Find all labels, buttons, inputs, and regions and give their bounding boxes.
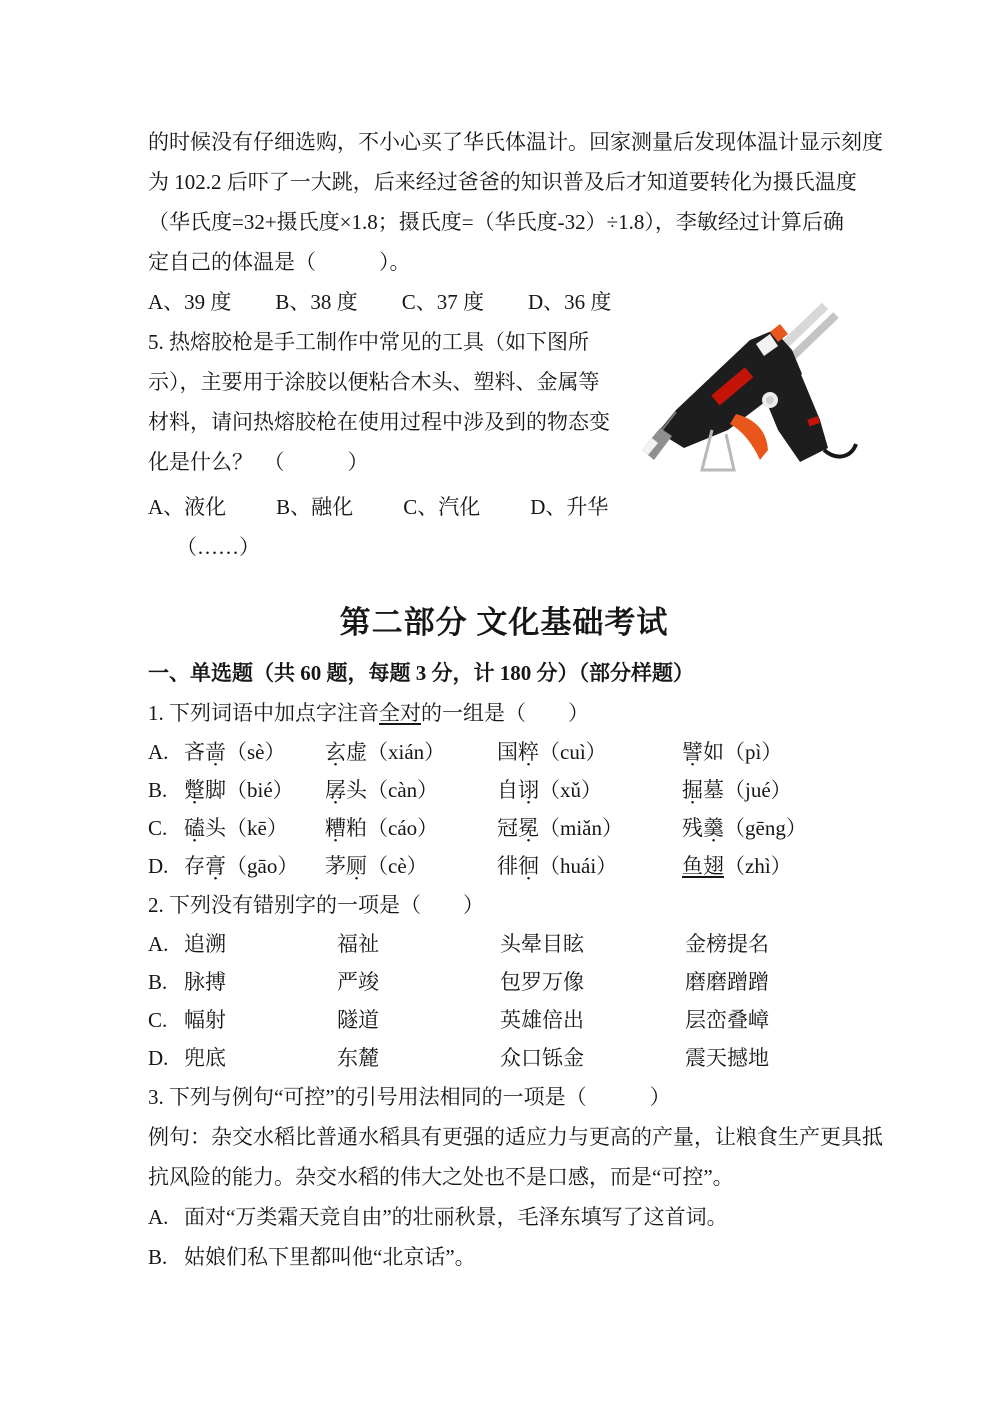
vocab-item [682, 771, 792, 809]
option-item: A、液化 [148, 495, 227, 519]
vocab-item [497, 847, 682, 885]
question-5-options [148, 487, 860, 527]
option-item: D、36 度 [527, 290, 612, 314]
option-item: B、38 度 [275, 290, 358, 314]
text-segment: 冠 [497, 816, 518, 840]
text-segment: 墓 [703, 778, 724, 802]
text-segment: （miǎn） [539, 816, 623, 840]
vocab-option-row [148, 847, 860, 885]
vocab-item: 包罗万像 [500, 970, 584, 994]
page-content [148, 122, 883, 1277]
question-2-stem: 2. 下列没有错别字的一项是（ ） [148, 893, 484, 917]
text-line: 材料，请问热熔胶枪在使用过程中涉及到的物态变 [148, 410, 610, 434]
power-cord [824, 444, 856, 457]
dotted-char: 磕 [184, 816, 205, 840]
vocab-item: 幅射 [184, 1008, 226, 1032]
text-segment: 如 [703, 740, 724, 764]
vocab-item: 福祉 [337, 932, 379, 956]
text-segment: （cuì） [539, 740, 607, 764]
question-3-options [148, 1197, 860, 1277]
vocab-item [497, 771, 682, 809]
text-segment: （cè） [367, 854, 428, 878]
question-2-rows [148, 925, 860, 1077]
vocab-item [184, 809, 325, 847]
text-segment: （pì） [724, 740, 783, 764]
underlined-text: 鱼翅 [682, 854, 724, 878]
question-1-stem [148, 693, 860, 733]
dotted-char: 膏 [205, 854, 226, 878]
text-line: 的时候没有仔细选购，不小心买了华氏体温计。回家测量后发现体温计显示刻度 [148, 130, 883, 154]
sentence-option-row [148, 1237, 860, 1277]
vocab-item: 严竣 [337, 970, 379, 994]
text-line: 5. 热熔胶枪是手工制作中常见的工具（如下图所 [148, 330, 589, 354]
underlined-text: 全对 [379, 701, 421, 725]
option-label: A. [148, 740, 169, 764]
option-label: A. [148, 1205, 169, 1229]
text-segment: （zhì） [724, 854, 792, 878]
text-line: 抗风险的能力。杂交水稻的伟大之处也不是口感，而是“可控”。 [148, 1165, 734, 1189]
text-segment: （càn） [367, 778, 439, 802]
dotted-char: 啬 [205, 740, 226, 764]
text-segment: （cáo） [367, 816, 439, 840]
part2-title: 第二部分 文化基础考试 [339, 605, 669, 640]
dotted-char: 譬 [682, 740, 703, 764]
vocab-item: 东麓 [337, 1046, 379, 1070]
vocab-item: 磨磨蹭蹭 [685, 970, 769, 994]
sentence-option-row [148, 1197, 860, 1237]
option-item: B、融化 [276, 495, 354, 519]
text-segment: （gēng） [724, 816, 807, 840]
option-item: D、升华 [530, 495, 609, 519]
option-item: C、汽化 [403, 495, 481, 519]
vocab-item [497, 809, 682, 847]
vocab-item: 金榜提名 [685, 932, 769, 956]
text-segment: 茅 [325, 854, 346, 878]
vocab-item: 层峦叠嶂 [685, 1008, 769, 1032]
vocab-item [325, 771, 497, 809]
vocab-item: 兜底 [184, 1046, 226, 1070]
text-segment: （kē） [226, 816, 288, 840]
text-segment: 粕 [346, 816, 367, 840]
question-3-example [148, 1117, 883, 1197]
question-4-text [148, 122, 883, 282]
glue-gun-illustration [632, 302, 860, 474]
text-segment: 吝 [184, 740, 205, 764]
dotted-char: 孱 [325, 778, 346, 802]
text-segment: 的一组是（ ） [421, 701, 589, 725]
text-segment: 残 [682, 816, 703, 840]
vocab-item [184, 847, 325, 885]
option-label: A. [148, 932, 169, 956]
dotted-char: 蹩 [184, 778, 205, 802]
option-text: 姑娘们私下里都叫他“北京话”。 [184, 1245, 476, 1269]
vocab-option-row [148, 771, 860, 809]
text-line: 示），主要用于涂胶以便粘合木头、塑料、金属等 [148, 370, 600, 394]
vocab-option-row [148, 809, 860, 847]
text-line: 为 102.2 后吓了一大跳，后来经过爸爸的知识普及后才知道要转化为摄氏温度 [148, 170, 857, 194]
vocab-option-row [148, 733, 860, 771]
vocab-item: 隧道 [337, 1008, 379, 1032]
vocab-item: 追溯 [184, 932, 226, 956]
dotted-char: 玄 [325, 740, 346, 764]
vocab-item [497, 733, 682, 771]
text-segment: （sè） [226, 740, 286, 764]
vocab-option-row [148, 1001, 860, 1039]
option-text: 面对“万类霜天竞自由”的壮丽秋景，毛泽东填写了这首词。 [184, 1205, 728, 1229]
text-segment: 徘 [497, 854, 518, 878]
text-segment: 1. 下列词语中加点字注音 [148, 701, 379, 725]
question-5-block [148, 322, 860, 487]
option-item: A、39 度 [148, 290, 232, 314]
option-label: D. [148, 1046, 169, 1070]
vocab-option-row [148, 925, 860, 963]
option-label: C. [148, 816, 168, 840]
dotted-char: 粹 [518, 740, 539, 764]
text-segment: 脚 [205, 778, 226, 802]
section-heading: 一、单选题（共 60 题，每题 3 分，计 180 分）（部分样题） [148, 661, 694, 685]
vocab-item: 脉搏 [184, 970, 226, 994]
vocab-item: 头晕目眩 [500, 932, 584, 956]
vocab-item [682, 733, 782, 771]
vocab-item: 英雄倍出 [500, 1008, 584, 1032]
vocab-item [184, 771, 325, 809]
text-segment: （jué） [724, 778, 792, 802]
dotted-char: 诩 [518, 778, 539, 802]
vocab-item [325, 809, 497, 847]
text-segment: （gāo） [226, 854, 299, 878]
vocab-item [325, 847, 497, 885]
vocab-option-row [148, 963, 860, 1001]
dotted-char: 糟 [325, 816, 346, 840]
vocab-item [682, 809, 807, 847]
round-button-center [766, 396, 774, 404]
text-segment: 国 [497, 740, 518, 764]
text-segment: （xǔ） [539, 778, 602, 802]
dotted-char: 冕 [518, 816, 539, 840]
question-3-stem: 3. 下列与例句“可控”的引号用法相同的一项是（ ） [148, 1085, 671, 1109]
text-segment: 存 [184, 854, 205, 878]
option-item: C、37 度 [401, 290, 484, 314]
text-line: 例句：杂交水稻比普通水稻具有更强的适应力与更高的产量，让粮食生产更具抵 [148, 1125, 883, 1149]
text-segment: 头 [346, 778, 367, 802]
option-label: C. [148, 1008, 168, 1032]
text-segment: 虚 [346, 740, 367, 764]
dotted-char: 厕 [346, 854, 367, 878]
text-segment: 自 [497, 778, 518, 802]
text-segment: （xián） [367, 740, 446, 764]
text-segment: （bié） [226, 778, 294, 802]
text-line: 定自己的体温是（ ）。 [148, 250, 411, 274]
gun-trigger [730, 414, 768, 460]
dotted-char: 羹 [703, 816, 724, 840]
text-line: 化是什么？ （ ） [148, 450, 369, 474]
vocab-item [682, 847, 792, 885]
option-label: B. [148, 778, 168, 802]
vocab-item [184, 733, 325, 771]
vocab-item: 震天撼地 [685, 1046, 769, 1070]
vocab-option-row [148, 1039, 860, 1077]
question-1-rows [148, 733, 860, 885]
text-line: （华氏度=32+摄氏度×1.8；摄氏度=（华氏度-32）÷1.8），李敏经过计算后确 [148, 210, 844, 234]
text-segment: （huái） [539, 854, 618, 878]
option-label: B. [148, 970, 168, 994]
dotted-char: 徊 [518, 854, 539, 878]
vocab-item: 众口铄金 [500, 1046, 584, 1070]
glue-gun-image [632, 302, 860, 487]
ellipsis-note: （……） [176, 535, 260, 559]
dotted-char: 掘 [682, 778, 703, 802]
option-label: B. [148, 1245, 168, 1269]
vocab-item [325, 733, 497, 771]
option-label: D. [148, 854, 169, 878]
text-segment: 头 [205, 816, 226, 840]
question-5-text [148, 322, 632, 482]
